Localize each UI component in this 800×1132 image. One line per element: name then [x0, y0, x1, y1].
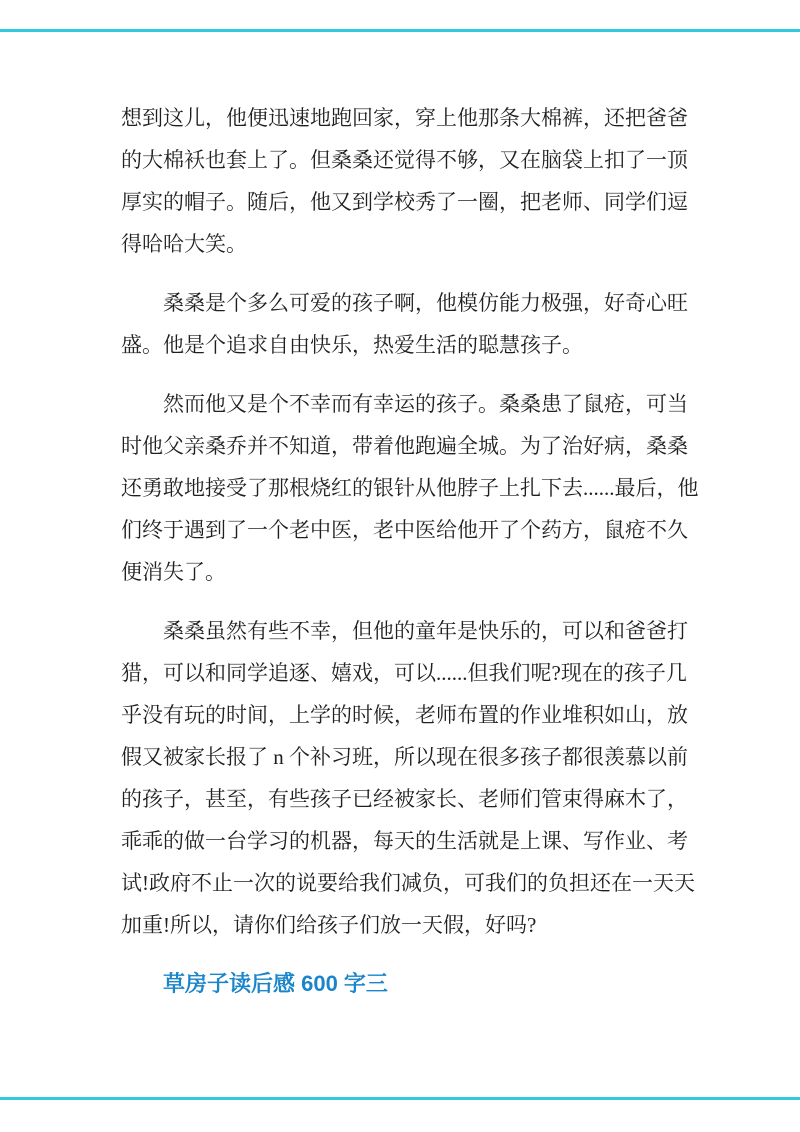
text-line: 还勇敢地接受了那根烧红的银针从他脖子上扎下去......最后，他	[121, 476, 699, 500]
paragraph	[121, 610, 695, 946]
text-line: 得哈哈大笑。	[121, 232, 247, 256]
text-line: 的孩子，甚至，有些孩子已经被家长、老师们管束得麻木了，	[121, 787, 688, 811]
page-separator-top	[0, 29, 800, 32]
text-line: 的大棉袄也套上了。但桑桑还觉得不够，又在脑袋上扣了一顶	[121, 148, 688, 172]
document-body	[121, 97, 699, 1005]
page-separator-bottom	[0, 1097, 800, 1100]
related-article-link[interactable]: 草房子读后感 600 字三	[163, 971, 388, 996]
text-line: 想到这儿，他便迅速地跑回家，穿上他那条大棉裤，还把爸爸	[121, 106, 688, 130]
text-line: 们终于遇到了一个老中医，老中医给他开了个药方，鼠疮不久	[121, 518, 688, 542]
paragraph	[121, 97, 688, 265]
text-line: 盛。他是个追求自由快乐，热爱生活的聪慧孩子。	[121, 333, 583, 357]
text-line: 然而他又是个不幸而有幸运的孩子。桑桑患了鼠疮，可当	[163, 392, 688, 416]
text-line: 时他父亲桑乔并不知道，带着他跑遍全城。为了治好病，桑桑	[121, 434, 688, 458]
text-line: 加重!所以，请你们给孩子们放一天假，好吗?	[121, 913, 537, 937]
text-line: 厚实的帽子。随后，他又到学校秀了一圈，把老师、同学们逗	[121, 190, 688, 214]
paragraph	[121, 383, 699, 593]
paragraph	[121, 282, 688, 366]
text-line: 乎没有玩的时间，上学的时候，老师布置的作业堆积如山，放	[121, 703, 688, 727]
related-link-row	[121, 963, 666, 1005]
text-line: 便消失了。	[121, 560, 226, 584]
text-line: 乖乖的做一台学习的机器，每天的生活就是上课、写作业、考	[121, 829, 688, 853]
text-line: 猎，可以和同学追逐、嬉戏，可以......但我们呢?现在的孩子几	[121, 661, 687, 685]
text-line: 桑桑虽然有些不幸，但他的童年是快乐的，可以和爸爸打	[163, 619, 688, 643]
text-line: 试!政府不止一次的说要给我们减负，可我们的负担还在一天天	[121, 871, 695, 895]
text-line: 桑桑是个多么可爱的孩子啊，他模仿能力极强，好奇心旺	[163, 291, 688, 315]
text-line: 假又被家长报了 n 个补习班，所以现在很多孩子都很羡慕以前	[121, 745, 688, 769]
